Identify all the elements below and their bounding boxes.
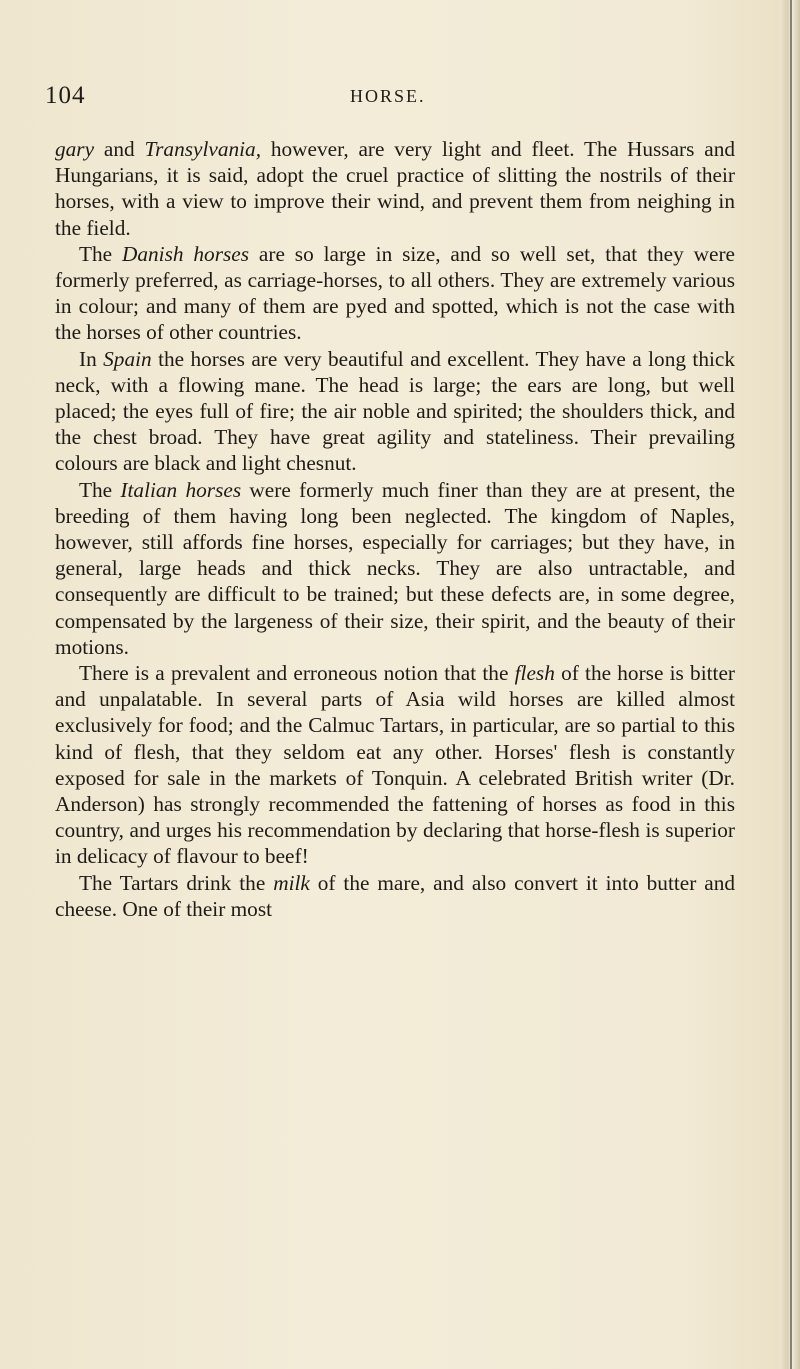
text-run: The Tartars drink the	[79, 870, 274, 895]
paragraph	[55, 870, 735, 922]
text-run: There is a prevalent and erroneous notion that the	[79, 661, 515, 686]
paragraph	[55, 660, 735, 870]
page-edge-shadow	[780, 0, 800, 1369]
text-run: were formerly much finer than they are at present, the breeding of them having long been neglected. The kingdom of Naples, however, still affords fine horses, especially for carriages; but they have, in general, large heads and thick necks. They are also untractable, and consequently are difficult to be trained; but these defects are, in some degree, compensated by the largeness of their size, their spirit, and the beauty of their motions.	[55, 477, 735, 659]
text-run: The	[79, 241, 122, 266]
italic-text: flesh	[514, 661, 555, 686]
paragraph	[55, 477, 735, 660]
italic-text: Italian horses	[120, 477, 242, 502]
page-number: 104	[45, 82, 86, 109]
page-header	[0, 82, 800, 122]
italic-text: milk	[273, 870, 310, 895]
text-run: are so large in size, and so well set, that they were formerly preferred, as carriage-horses, to all others. They are extremely various in colour; and many of them are pyed and spotted, which is not the case with the horses of other countries.	[55, 241, 736, 345]
paragraph	[55, 346, 735, 477]
text-run: and	[94, 137, 145, 161]
text-run: The	[79, 477, 121, 502]
paragraph	[55, 241, 735, 346]
paragraph	[55, 136, 735, 241]
text-run: however, are very light and fleet. The Hussars and Hungarians, it is said, adopt the cruel practice of slitting the nostrils of their horses, with a view to improve their wind, and prevent them from neighing in the field.	[55, 137, 735, 240]
italic-text: Danish horses	[122, 241, 250, 266]
italic-text: gary	[55, 137, 95, 161]
text-run: of the mare, and also convert it into butter and cheese. One of their most	[55, 870, 735, 921]
text-run: In	[79, 346, 104, 371]
text-run: the horses are very beautiful and excellent. They have a long thick neck, with a flowing mane. The head is large; the ears are long, but well placed; the eyes full of fire; the air noble and spirited; the shoulders thick, and the chest broad. They have great agility and stateliness. Their prevailing colours are black and light chesnut.	[55, 346, 735, 476]
running-head: HORSE.	[350, 86, 426, 106]
text-run: of the horse is bitter and unpalatable. In several parts of Asia wild horses are killed almost exclusively for food; and the Calmuc Tartars, in particular, are so partial to this kind of flesh, that they seldom eat any other. Horses' flesh is constantly exposed for sale in the markets of Tonquin. A celebrated British writer (Dr. Anderson) has strongly recommended the fattening of horses as food in this country, and urges his recommendation by declaring that horse-flesh is superior in delicacy of flavour to beef!	[55, 661, 735, 869]
italic-text: Spain	[103, 346, 152, 371]
italic-text: Transylvania,	[144, 137, 262, 161]
body-text	[55, 136, 735, 922]
